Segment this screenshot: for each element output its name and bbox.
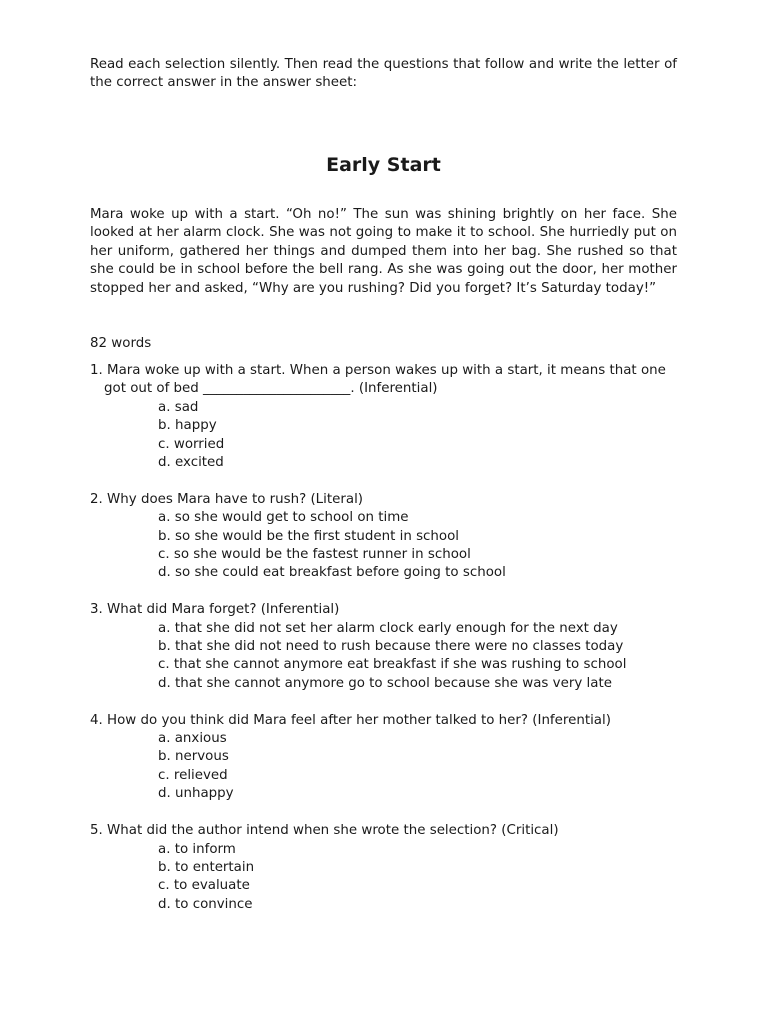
question-2	[90, 491, 677, 583]
answer-option: a. to inform	[158, 841, 236, 857]
answer-options	[90, 509, 677, 583]
answer-options	[90, 730, 677, 804]
answer-option: c. relieved	[158, 767, 228, 783]
selection-title: Early Start	[326, 154, 441, 176]
answer-option: d. that she cannot anymore go to school because she was very late	[158, 675, 612, 691]
question-stem: 1. Mara woke up with a start. When a person wakes up with a start, it means that one	[90, 363, 666, 378]
question-stem: 2. Why does Mara have to rush? (Literal)	[90, 491, 364, 507]
answer-option: b. happy	[158, 418, 217, 434]
question-1	[90, 362, 677, 472]
answer-option: b. that she did not need to rush because there were no classes today	[158, 639, 624, 655]
answer-options	[90, 841, 677, 915]
question-list	[90, 362, 677, 933]
answer-option: c. that she cannot anymore eat breakfast if she was rushing to school	[158, 657, 627, 673]
worksheet-page	[90, 56, 677, 912]
answer-option: d. so she could eat breakfast before going to school	[158, 565, 506, 581]
reading-passage: Mara woke up with a start. “Oh no!” The sun was shining brightly on her face. She looked at her alarm clock. She was not going to make it to school. She hurriedly put on her uniform, gathered her things and dumped them into her bag. She rushed so that she could be in school before the bell rang. As she was going out the door, her mother stopped her and asked, “Why are you rushing? Did you forget? It’s Saturday today!”	[90, 207, 677, 296]
question-stem-continuation: got out of bed ______________________. (Inferential)	[104, 381, 438, 397]
answer-option: a. sad	[158, 399, 199, 415]
answer-option: d. to convince	[158, 896, 253, 912]
question-5	[90, 822, 677, 914]
question-3	[90, 601, 677, 693]
answer-option: a. that she did not set her alarm clock early enough for the next day	[158, 620, 618, 636]
answer-option: a. so she would get to school on time	[158, 510, 409, 526]
word-count: 82 words	[90, 336, 152, 351]
answer-options	[90, 399, 677, 473]
answer-option: b. to entertain	[158, 859, 255, 875]
answer-option: d. unhappy	[158, 786, 234, 802]
question-stem: 3. What did Mara forget? (Inferential)	[90, 602, 340, 618]
answer-option: c. to evaluate	[158, 878, 250, 894]
question-stem: 4. How do you think did Mara feel after her mother talked to her? (Inferential)	[90, 712, 611, 728]
question-4	[90, 712, 677, 804]
answer-option: b. nervous	[158, 749, 229, 765]
answer-option: c. worried	[158, 436, 225, 452]
answer-option: c. so she would be the fastest runner in school	[158, 547, 471, 563]
instructions-text: Read each selection silently. Then read the questions that follow and write the letter of the correct answer in the answer sheet:	[90, 57, 677, 91]
question-stem: 5. What did the author intend when she wrote the selection? (Critical)	[90, 823, 559, 839]
answer-options	[90, 620, 677, 694]
answer-option: d. excited	[158, 455, 224, 471]
answer-option: a. anxious	[158, 731, 227, 747]
answer-option: b. so she would be the first student in school	[158, 528, 459, 544]
